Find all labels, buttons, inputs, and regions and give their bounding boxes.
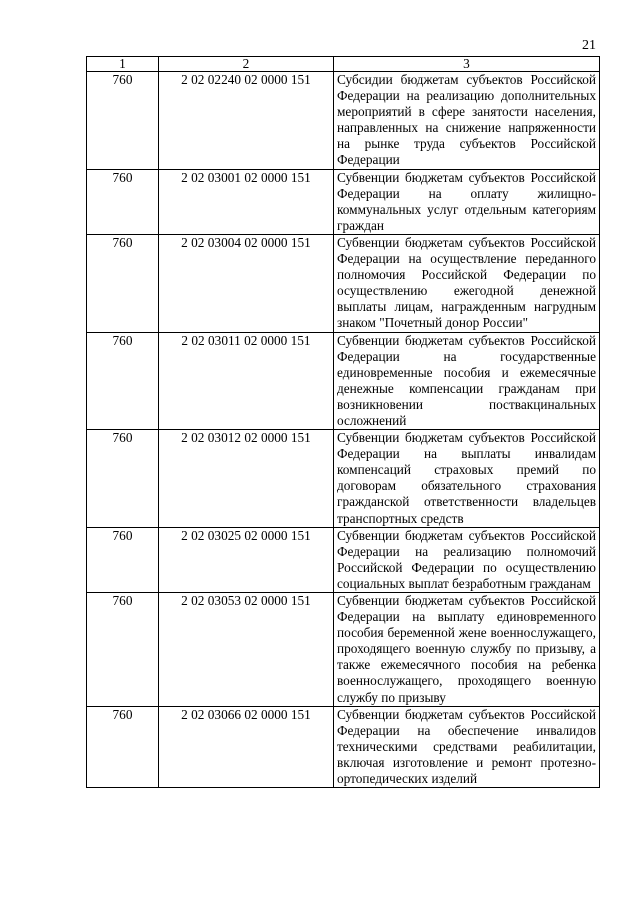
- column-header-3: 3: [334, 57, 600, 72]
- description-cell: Субсидии бюджетам субъектов Российской Федерации на реализацию дополнительных мероприятий в сфере занятости населения, направленных на снижение напряженности на рынке труда субъектов Российской Федерации: [334, 72, 600, 170]
- column-header-2: 2: [159, 57, 334, 72]
- admin-code-cell: 760: [87, 72, 159, 170]
- budget-code-cell: 2 02 03004 02 0000 151: [159, 234, 334, 332]
- admin-code-cell: 760: [87, 332, 159, 430]
- budget-classification-table: [86, 56, 600, 788]
- page-number: 21: [582, 38, 596, 53]
- admin-code-cell: 760: [87, 593, 159, 707]
- table-row: [87, 332, 600, 430]
- table-header-row: [87, 57, 600, 72]
- table-row: [87, 72, 600, 170]
- budget-code-cell: 2 02 03011 02 0000 151: [159, 332, 334, 430]
- admin-code-cell: 760: [87, 234, 159, 332]
- table-row: [87, 169, 600, 234]
- budget-code-cell: 2 02 03066 02 0000 151: [159, 706, 334, 787]
- admin-code-cell: 760: [87, 706, 159, 787]
- description-cell: Субвенции бюджетам субъектов Российской Федерации на реализацию полномочий Российской Федерации по осуществлению социальных выплат безработным гражданам: [334, 527, 600, 592]
- budget-code-cell: 2 02 03025 02 0000 151: [159, 527, 334, 592]
- budget-code-cell: 2 02 03001 02 0000 151: [159, 169, 334, 234]
- column-header-1: 1: [87, 57, 159, 72]
- admin-code-cell: 760: [87, 527, 159, 592]
- table-row: [87, 593, 600, 707]
- budget-code-cell: 2 02 03012 02 0000 151: [159, 430, 334, 528]
- description-cell: Субвенции бюджетам субъектов Российской Федерации на государственные единовременные пособия и ежемесячные денежные компенсации гражданам при возникновении поствакцинальных осложнений: [334, 332, 600, 430]
- table-row: [87, 430, 600, 528]
- table-row: [87, 234, 600, 332]
- description-cell: Субвенции бюджетам субъектов Российской Федерации на выплату единовременного пособия беременной жене военнослужащего, проходящего военную службу по призыву, а также ежемесячного пособия на ребенка военнослужащего, проходящего военную службу по призыву: [334, 593, 600, 707]
- budget-code-cell: 2 02 02240 02 0000 151: [159, 72, 334, 170]
- description-cell: Субвенции бюджетам субъектов Российской Федерации на выплаты инвалидам компенсаций страховых премий по договорам обязательного страхования гражданской ответственности владельцев транспортных средств: [334, 430, 600, 528]
- budget-code-cell: 2 02 03053 02 0000 151: [159, 593, 334, 707]
- table-row: [87, 706, 600, 787]
- table-row: [87, 527, 600, 592]
- description-cell: Субвенции бюджетам субъектов Российской Федерации на оплату жилищно-коммунальных услуг отдельным категориям граждан: [334, 169, 600, 234]
- admin-code-cell: 760: [87, 430, 159, 528]
- description-cell: Субвенции бюджетам субъектов Российской Федерации на обеспечение инвалидов техническими средствами реабилитации, включая изготовление и ремонт протезно-ортопедических изделий: [334, 706, 600, 787]
- admin-code-cell: 760: [87, 169, 159, 234]
- description-cell: Субвенции бюджетам субъектов Российской Федерации на осуществление переданного полномочия Российской Федерации по осуществлению ежегодной денежной выплаты лицам, награжденным нагрудным знаком "Почетный донор России": [334, 234, 600, 332]
